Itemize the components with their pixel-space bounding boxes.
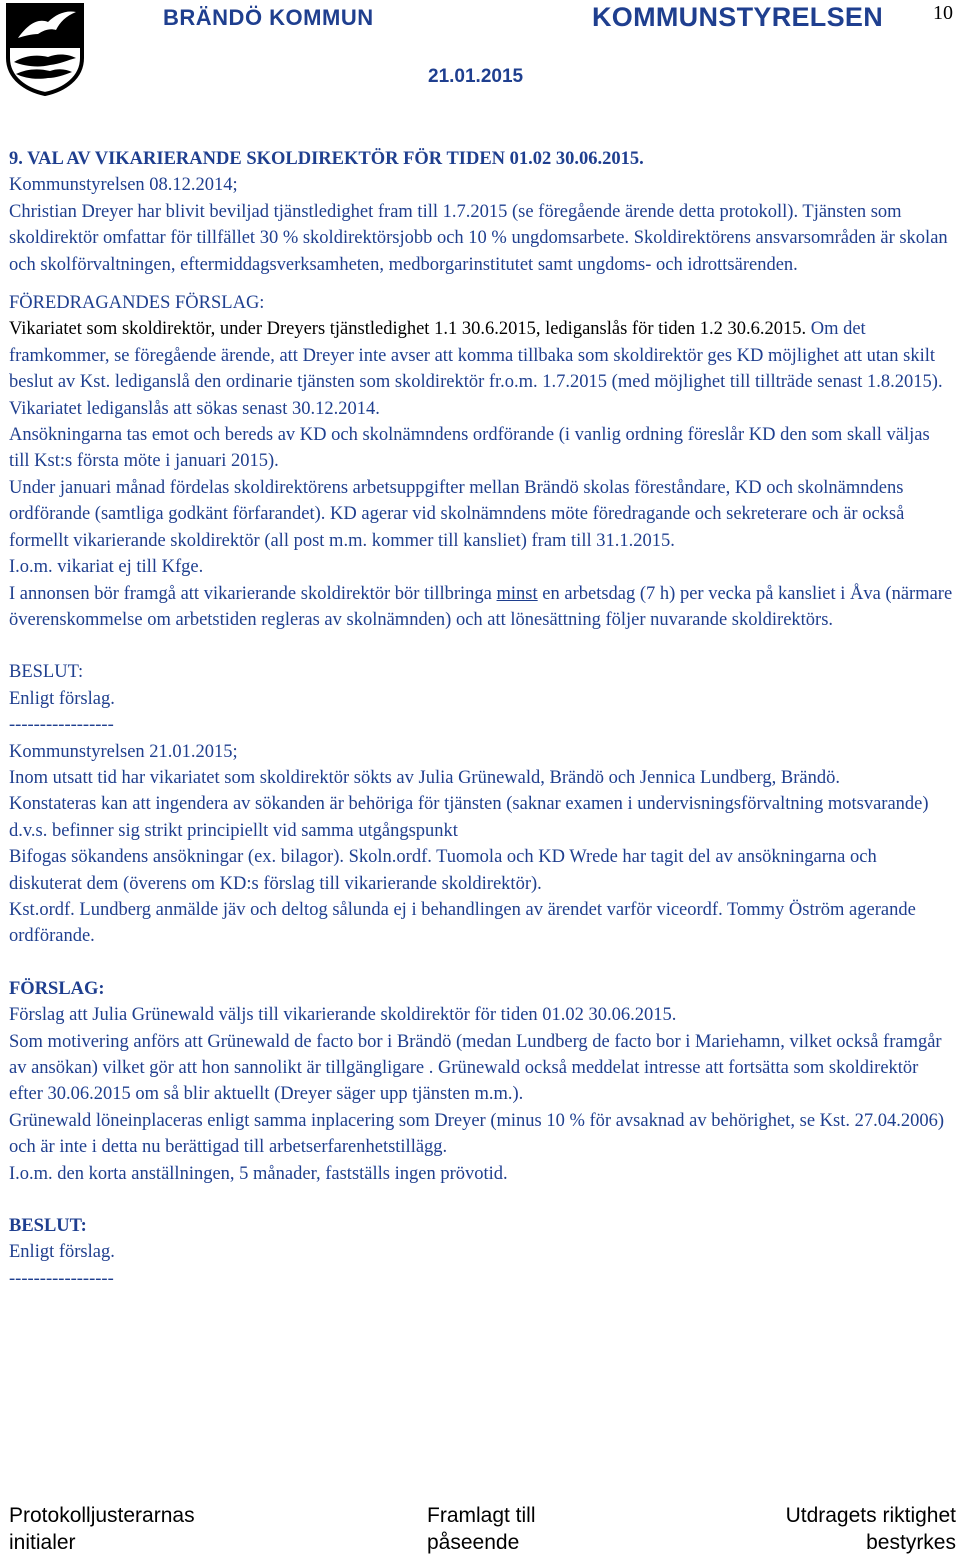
separator-1: ----------------- (9, 715, 114, 736)
page-footer (0, 1502, 960, 1558)
eligibility-paragraph: Konstateras kan att ingendera av sökanden är behöriga för tjänsten (saknar examen i undervisningsförvaltning motsvarande) d.v.s. befinner sig strikt principiellt vid samma utgångspunkt (9, 794, 929, 841)
proposal-paragraph-1 (9, 316, 954, 422)
proposal-5-tail: en arbetsdag (7 h) per vecka på kansliet i Åva (närmare överenskommelse om arbetstiden regleras av skolnämnden) och att lönesättning följer nuvarande skoldirektörs. (9, 583, 953, 630)
municipal-coat-of-arms-icon (4, 2, 86, 96)
municipality-name: BRÄNDÖ KOMMUN (163, 5, 374, 30)
proposal-5-underline: minst (496, 583, 538, 604)
decision-2-heading: BESLUT: (9, 1216, 87, 1237)
footer-mid-line-2: påseende (427, 1531, 520, 1554)
footer-mid-line-1: Framlagt till (427, 1504, 536, 1527)
footer-left-line-1: Protokolljusterarnas (9, 1504, 195, 1527)
proposal-1-lead: Vikariatet som skoldirektör, under Dreyers tjänstledighet 1.1 30.6.2015, lediganslås för tiden 1.2 30.6.2015. (9, 319, 811, 340)
decision-1-text: Enligt förslag. (9, 688, 115, 709)
footer-right-line-2: bestyrkes (866, 1531, 956, 1554)
proposal-1-blue: Om det framkommer, se föregående ärende, att Dreyer inte avser att komma tillbaka som skoldirektör ges KD möjlighet att utan skilt beslut av Kst. lediganslå den ordinarie tjänsten som skoldirektör fr.o.m. 1.7.2015 (med möjlighet till tillträde senast 1.8.2015). Vikariatet lediganslås att sökas senast 30.12.2014. (9, 319, 943, 419)
footer-initials-label (9, 1502, 195, 1556)
decision-2-text: Enligt förslag. (9, 1242, 115, 1263)
forslag-paragraph-3: Grünewald löneinplaceras enligt samma inplacering som Dreyer (minus 10 % för avsaknad av behörighet, se Kst. 27.04.2006) och är inte i detta nu berättigad till arbetserfarenhetstillägg. (9, 1110, 945, 1158)
meeting-date: 21.01.2015 (428, 66, 524, 87)
proposal-paragraph-2: Ansökningarna tas emot och bereds av KD och skolnämndens ordförande (i vanlig ordning föreslår KD den som skall väljas till Kst:s första möte i januari 2015). (9, 425, 930, 472)
attachments-paragraph: Bifogas sökandens ansökningar (ex. bilagor). Skoln.ordf. Tuomola och KD Wrede har tagit del av ansökningarna och diskuterat dem (överens om KD:s förslag till vikarierande skoldirektör). (9, 847, 877, 894)
recusal-paragraph: Kst.ordf. Lundberg anmälde jäv och deltog sålunda ej i behandlingen av ärendet varför viceordf. Tommy Öström agerande ordförande. (9, 899, 916, 947)
intro-blue-text: Tjänsten som skoldirektör omfattar för tillfället 30 % skoldirektörsjobb och 10 % ungdomsarbete. Skoldirektörens ansvarsområden är skolan och skolförvaltningen, eftermiddagsverksamheten, medborgarinstitutet samt ungdoms- och idrottsärenden. (9, 201, 948, 275)
footer-posted-label (427, 1502, 536, 1556)
proposal-paragraph-5 (9, 581, 954, 634)
page-number: 10 (933, 2, 953, 24)
forslag-paragraph-4: I.o.m. den korta anställningen, 5 månader, fastställs ingen prövotid. (9, 1163, 508, 1184)
forslag-paragraph-1: Förslag att Julia Grünewald väljs till vikarierande skoldirektör för tiden 01.02 30.06.2015. (9, 1005, 677, 1026)
proposal-paragraph-3: Under januari månad fördelas skoldirektörens arbetsuppgifter mellan Brändö skolas föreståndare, KD och skolnämndens ordförande (samtliga godkänt förfarandet). KD agerar vid skolnämndens möte föredragande och sekreterare och är också formellt vikarierande skoldirektör (all post m.m. kommer till kansliet) fram till 31.1.2015. (9, 477, 905, 551)
footer-right-line-1: Utdragets riktighet (785, 1504, 956, 1527)
intro-lead-text: Christian Dreyer har blivit beviljad tjänstledighet fram till 1.7.2015 (se föregående ärende detta protokoll). (9, 201, 803, 222)
protocol-body (9, 146, 954, 1292)
applicants-paragraph: Inom utsatt tid har vikariatet som skoldirektör sökts av Julia Grünewald, Brändö och Jennica Lundberg, Brändö. (9, 767, 840, 788)
footer-certification-label (752, 1502, 956, 1556)
board-name: KOMMUNSTYRELSEN (592, 2, 884, 32)
separator-2: ----------------- (9, 1268, 114, 1289)
forslag-paragraph-2: Som motivering anförs att Grünewald de facto bor i Brändö (medan Lundberg de facto bor i Mariehamn, vilket också framgår av ansökan) vilket gör att hon sannolikt är tillgängligare . Grünewald också meddelat intresse att fortsätta som skoldirektör efter 30.06.2015 om så blir aktuellt (Dreyer säger upp tjänsten m.m.). (9, 1031, 942, 1105)
proposal-heading: FÖREDRAGANDES FÖRSLAG: (9, 293, 265, 314)
meeting-reference-2: Kommunstyrelsen 21.01.2015; (9, 741, 238, 762)
proposal-paragraph-4: I.o.m. vikariat ej till Kfge. (9, 557, 204, 578)
forslag-heading: FÖRSLAG: (9, 978, 105, 999)
intro-paragraph (9, 199, 954, 278)
decision-1-heading: BESLUT: (9, 662, 84, 683)
proposal-5-lead: I annonsen bör framgå att vikarierande skoldirektör bör tillbringa (9, 583, 497, 604)
section-title: 9. VAL AV VIKARIERANDE SKOLDIREKTÖR FÖR TIDEN 01.02 30.06.2015. (9, 149, 644, 169)
footer-left-line-2: initialer (9, 1531, 76, 1554)
meeting-reference: Kommunstyrelsen 08.12.2014; (9, 175, 238, 196)
